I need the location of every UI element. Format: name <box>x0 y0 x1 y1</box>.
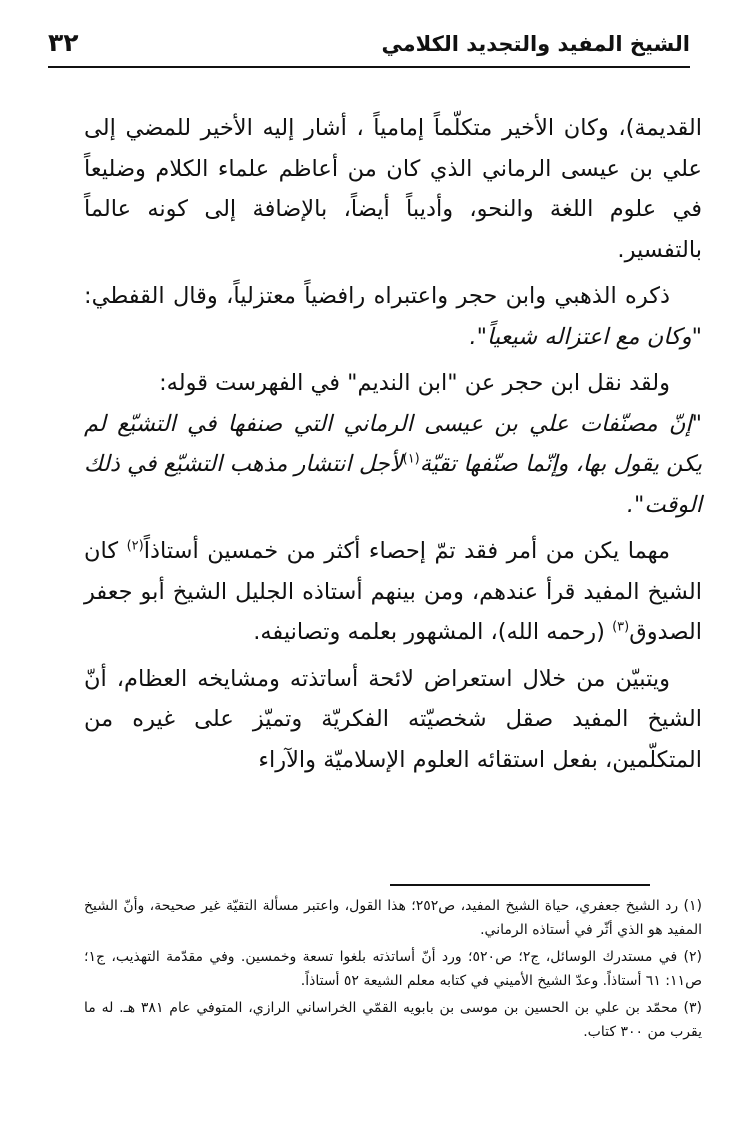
paragraph-3 <box>84 363 702 525</box>
ibn-nadim-quote-part-2: لأجل انتشار مذهب التشيّع في ذلك الوقت". <box>84 451 702 518</box>
paragraph-4-text-c: (رحمه الله)، المشهور بعلمه وتصانيفه. <box>253 619 605 645</box>
footnote-separator <box>390 884 650 886</box>
qifti-quote: "وكان مع اعتزاله شيعياً". <box>469 323 702 350</box>
paragraph-4-text-a: مهما يكن من أمر فقد تمّ إحصاء أكثر من خمسين أستاذاً <box>143 538 670 564</box>
running-title: الشيخ المفيد والتجديد الكلامي <box>381 32 690 56</box>
paragraph-4-text-b: كان الشيخ المفيد قرأ عندهم، ومن بينهم أستاذه الجليل الشيخ أبو جعفر الصدوق <box>84 538 702 645</box>
footnote-ref-2[interactable]: (٢) <box>126 538 144 554</box>
footnote-ref-1[interactable]: (١) <box>402 451 420 467</box>
main-text <box>84 108 702 786</box>
paragraph-2 <box>84 276 702 357</box>
paragraph-1: القديمة)، وكان الأخير متكلّماً إمامياً ، أشار إليه الأخير للمضي إلى علي بن عيسى الرماني الذي كان من أعاظم علماء الكلام وضليعاً في علوم اللغة والنحو، وأديباً أيضاً، بالإضافة إلى كونه عالماً بالتفسير. <box>84 115 702 263</box>
paragraph-5: ويتبيّن من خلال استعراض لائحة أساتذته ومشايخه العظام، أنّ الشيخ المفيد صقل شخصيّته الفكريّة وتميّز على غيره من المتكلّمين، بفعل استقائه العلوم الإسلاميّة والآراء <box>84 665 702 773</box>
paragraph-3-text: ولقد نقل ابن حجر عن "ابن النديم" في الفهرست قوله: <box>159 370 670 396</box>
paragraph-4 <box>84 531 702 653</box>
header-rule <box>48 66 690 68</box>
footnote-ref-3[interactable]: (٣) <box>612 619 630 635</box>
footnote-3: (٣) محمّد بن علي بن الحسين بن موسى بن بابويه القمّي الخراساني الرازي، المتوفي عام ٣٨١ هـ. له ما يقرب من ٣٠٠ كتاب. <box>84 1000 703 1040</box>
ibn-nadim-quote-part-1: "إنّ مصنّفات علي بن عيسى الرماني التي صنفها في التشيّع لم يكن يقول بها، وإنّما صنّفها تقيّة <box>84 410 702 477</box>
footnote-1: (١) رد الشيخ جعفري، حياة الشيخ المفيد، ص٢٥٢؛ هذا القول، واعتبر مسألة التقيّة غير صحيحة، وأنّ الشيخ المفيد هو الذي أثّر في أستاذه الرماني. <box>84 898 702 938</box>
running-header <box>48 28 690 66</box>
footnotes <box>84 894 702 1047</box>
paragraph-2-text: ذكره الذهبي وابن حجر واعتبراه رافضياً معتزلياً، وقال القفطي: <box>84 283 670 309</box>
page-number: ٣٢ <box>48 28 79 57</box>
footnote-2: (٢) في مستدرك الوسائل، ج٢؛ ص٥٢٠؛ ورد أنّ أساتذته بلغوا تسعة وخمسين. وفي مقدّمة التهذيب، ج١؛ ص١١: ٦١ أستاذاً. وعدّ الشيخ الأميني في كتابه معلم الشيعة ٥٢ أستاذاً. <box>84 949 702 989</box>
